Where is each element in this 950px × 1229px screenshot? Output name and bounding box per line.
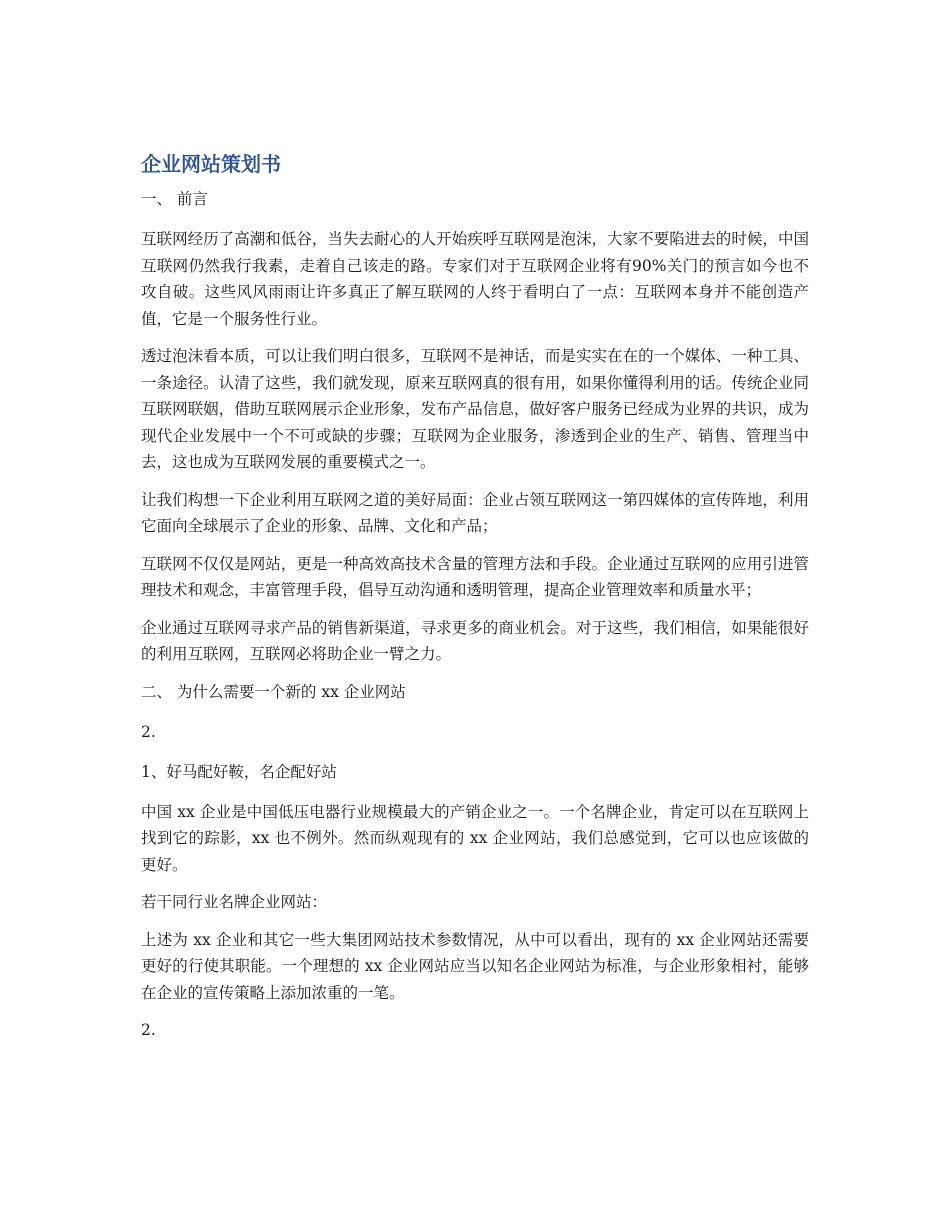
paragraph: 企业通过互联网寻求产品的销售新渠道，寻求更多的商业机会。对于这些，我们相信，如果能很好的利用互联网，互联网必将助企业一臂之力。: [141, 618, 809, 663]
paragraph: 互联网经历了高潮和低谷，当失去耐心的人开始疾呼互联网是泡沫，大家不要陷进去的时候，中国互联网仍然我行我素，走着自己该走的路。专家们对于互联网企业将有90%关门的预言如今也不攻自破。这些风风雨雨让许多真正了解互联网的人终于看明白了一点：互联网本身并不能创造产值，它是一个服务性行业。: [141, 230, 809, 328]
paragraph: 上述为 xx 企业和其它一些大集团网站技术参数情况，从中可以看出，现有的 xx 企业网站还需要更好的行使其职能。一个理想的 xx 企业网站应当以知名企业网站为标准，与企业形象相衬，能够在企业的宣传策略上添加浓重的一笔。: [141, 930, 809, 1002]
sub-heading: 1、好马配好鞍，名企配好站: [141, 762, 337, 781]
number-marker: 2.: [141, 722, 156, 741]
section-heading-why: 二、 为什么需要一个新的 xx 企业网站: [141, 682, 406, 701]
paragraph: 透过泡沫看本质，可以让我们明白很多，互联网不是神话，而是实实在在的一个媒体、一种工具、一条途径。认清了这些，我们就发现，原来互联网真的很有用，如果你懂得利用的话。传统企业同互联网联姻，借助互联网展示企业形象，发布产品信息，做好客户服务已经成为业界的共识，成为现代企业发展中一个不可或缺的步骤；互联网为企业服务，渗透到企业的生产、销售、管理当中去，这也成为互联网发展的重要模式之一。: [141, 347, 809, 471]
paragraph: 中国 xx 企业是中国低压电器行业规模最大的产销企业之一。一个名牌企业，肯定可以在互联网上找到它的踪影，xx 也不例外。然而纵观现有的 xx 企业网站，我们总感觉到，它可以也应该做的更好。: [141, 802, 809, 874]
number-marker: 2.: [141, 1021, 156, 1039]
paragraph: 让我们构想一下企业利用互联网之道的美好局面：企业占领互联网这一第四媒体的宣传阵地，利用它面向全球展示了企业的形象、品牌、文化和产品；: [141, 490, 809, 535]
document-title: 企业网站策划书: [141, 152, 281, 176]
paragraph: 互联网不仅仅是网站，更是一种高效高技术含量的管理方法和手段。企业通过互联网的应用引进管理技术和观念，丰富管理手段，倡导互动沟通和透明管理，提高企业管理效率和质量水平；: [141, 554, 809, 599]
document-page: [141, 148, 809, 1057]
paragraph: 若干同行业名牌企业网站：: [141, 893, 328, 911]
section-heading-preface: 一、 前言: [141, 190, 208, 208]
